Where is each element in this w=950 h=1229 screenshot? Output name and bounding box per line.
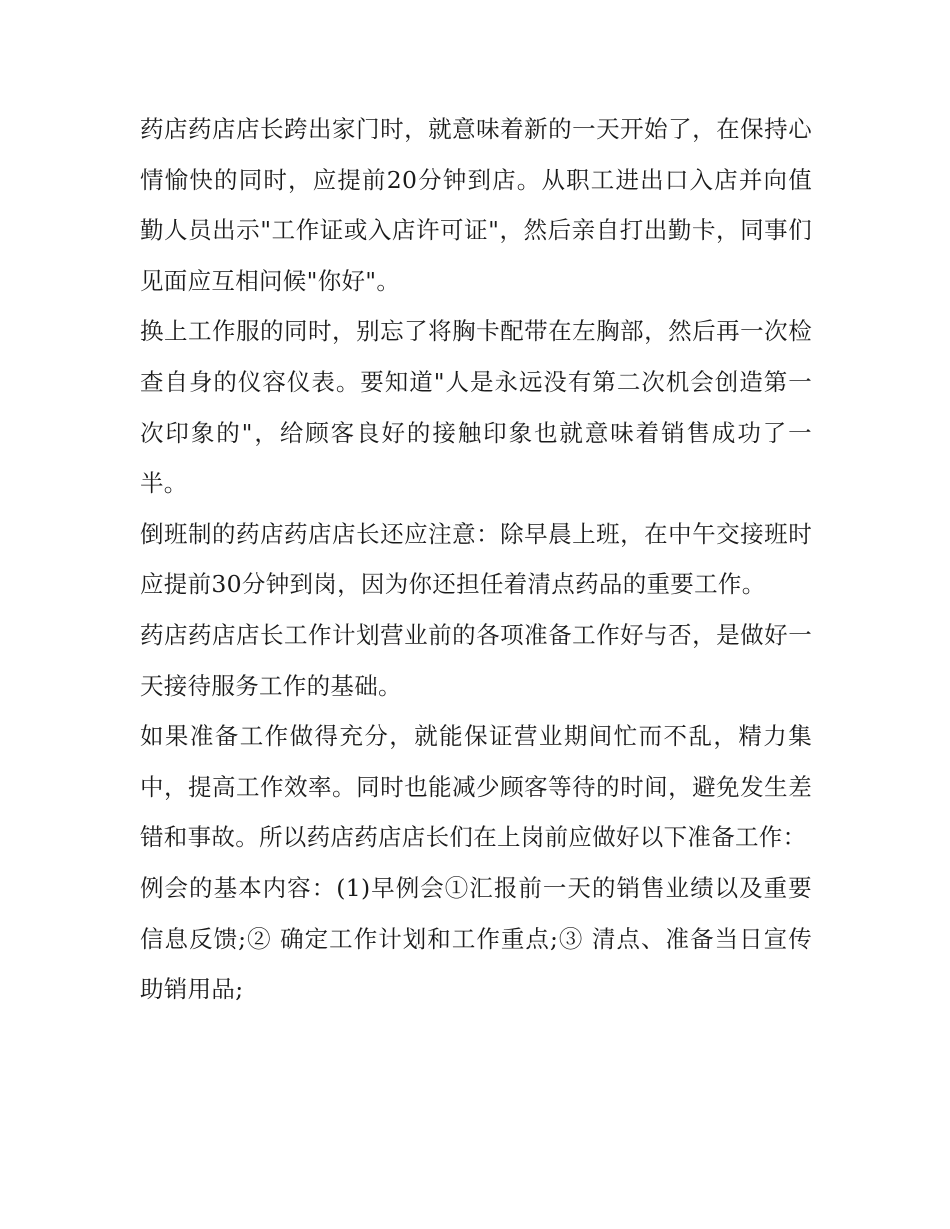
paragraph-efficiency: 如果准备工作做得充分，就能保证营业期间忙而不乱，精力集中，提高工作效率。同时也能减少顾客等待的时间，避免发生差错和事故。所以药店药店店长们在上岗前应做好以下准备工作：	[140, 722, 812, 852]
paragraph-arrival: 药店药店店长跨出家门时，就意味着新的一天开始了，在保持心情愉快的同时，应提前20分钟到店。从职工进出口入店并向值勤人员出示"工作证或入店许可证"，然后亲自打出勤卡，同事们见面应互相问候"你好"。	[140, 115, 812, 295]
paragraph-uniform: 换上工作服的同时，别忘了将胸卡配带在左胸部，然后再一次检查自身的仪容仪表。要知道"人是永远没有第二次机会创造第一次印象的"，给顾客良好的接触印象也就意味着销售成功了一半。	[140, 317, 812, 498]
document-body	[140, 104, 812, 1015]
paragraph-preparation: 药店药店店长工作计划营业前的各项准备工作好与否，是做好一天接待服务工作的基础。	[140, 620, 812, 700]
paragraph-shift: 倒班制的药店药店店长还应注意：除早晨上班，在中午交接班时应提前30分钟到岗，因为你还担任着清点药品的重要工作。	[140, 519, 812, 599]
paragraph-meeting: 例会的基本内容：(1)早例会①汇报前一天的销售业绩以及重要信息反馈;② 确定工作计划和工作重点;③ 清点、准备当日宣传助销用品;	[140, 873, 812, 1004]
